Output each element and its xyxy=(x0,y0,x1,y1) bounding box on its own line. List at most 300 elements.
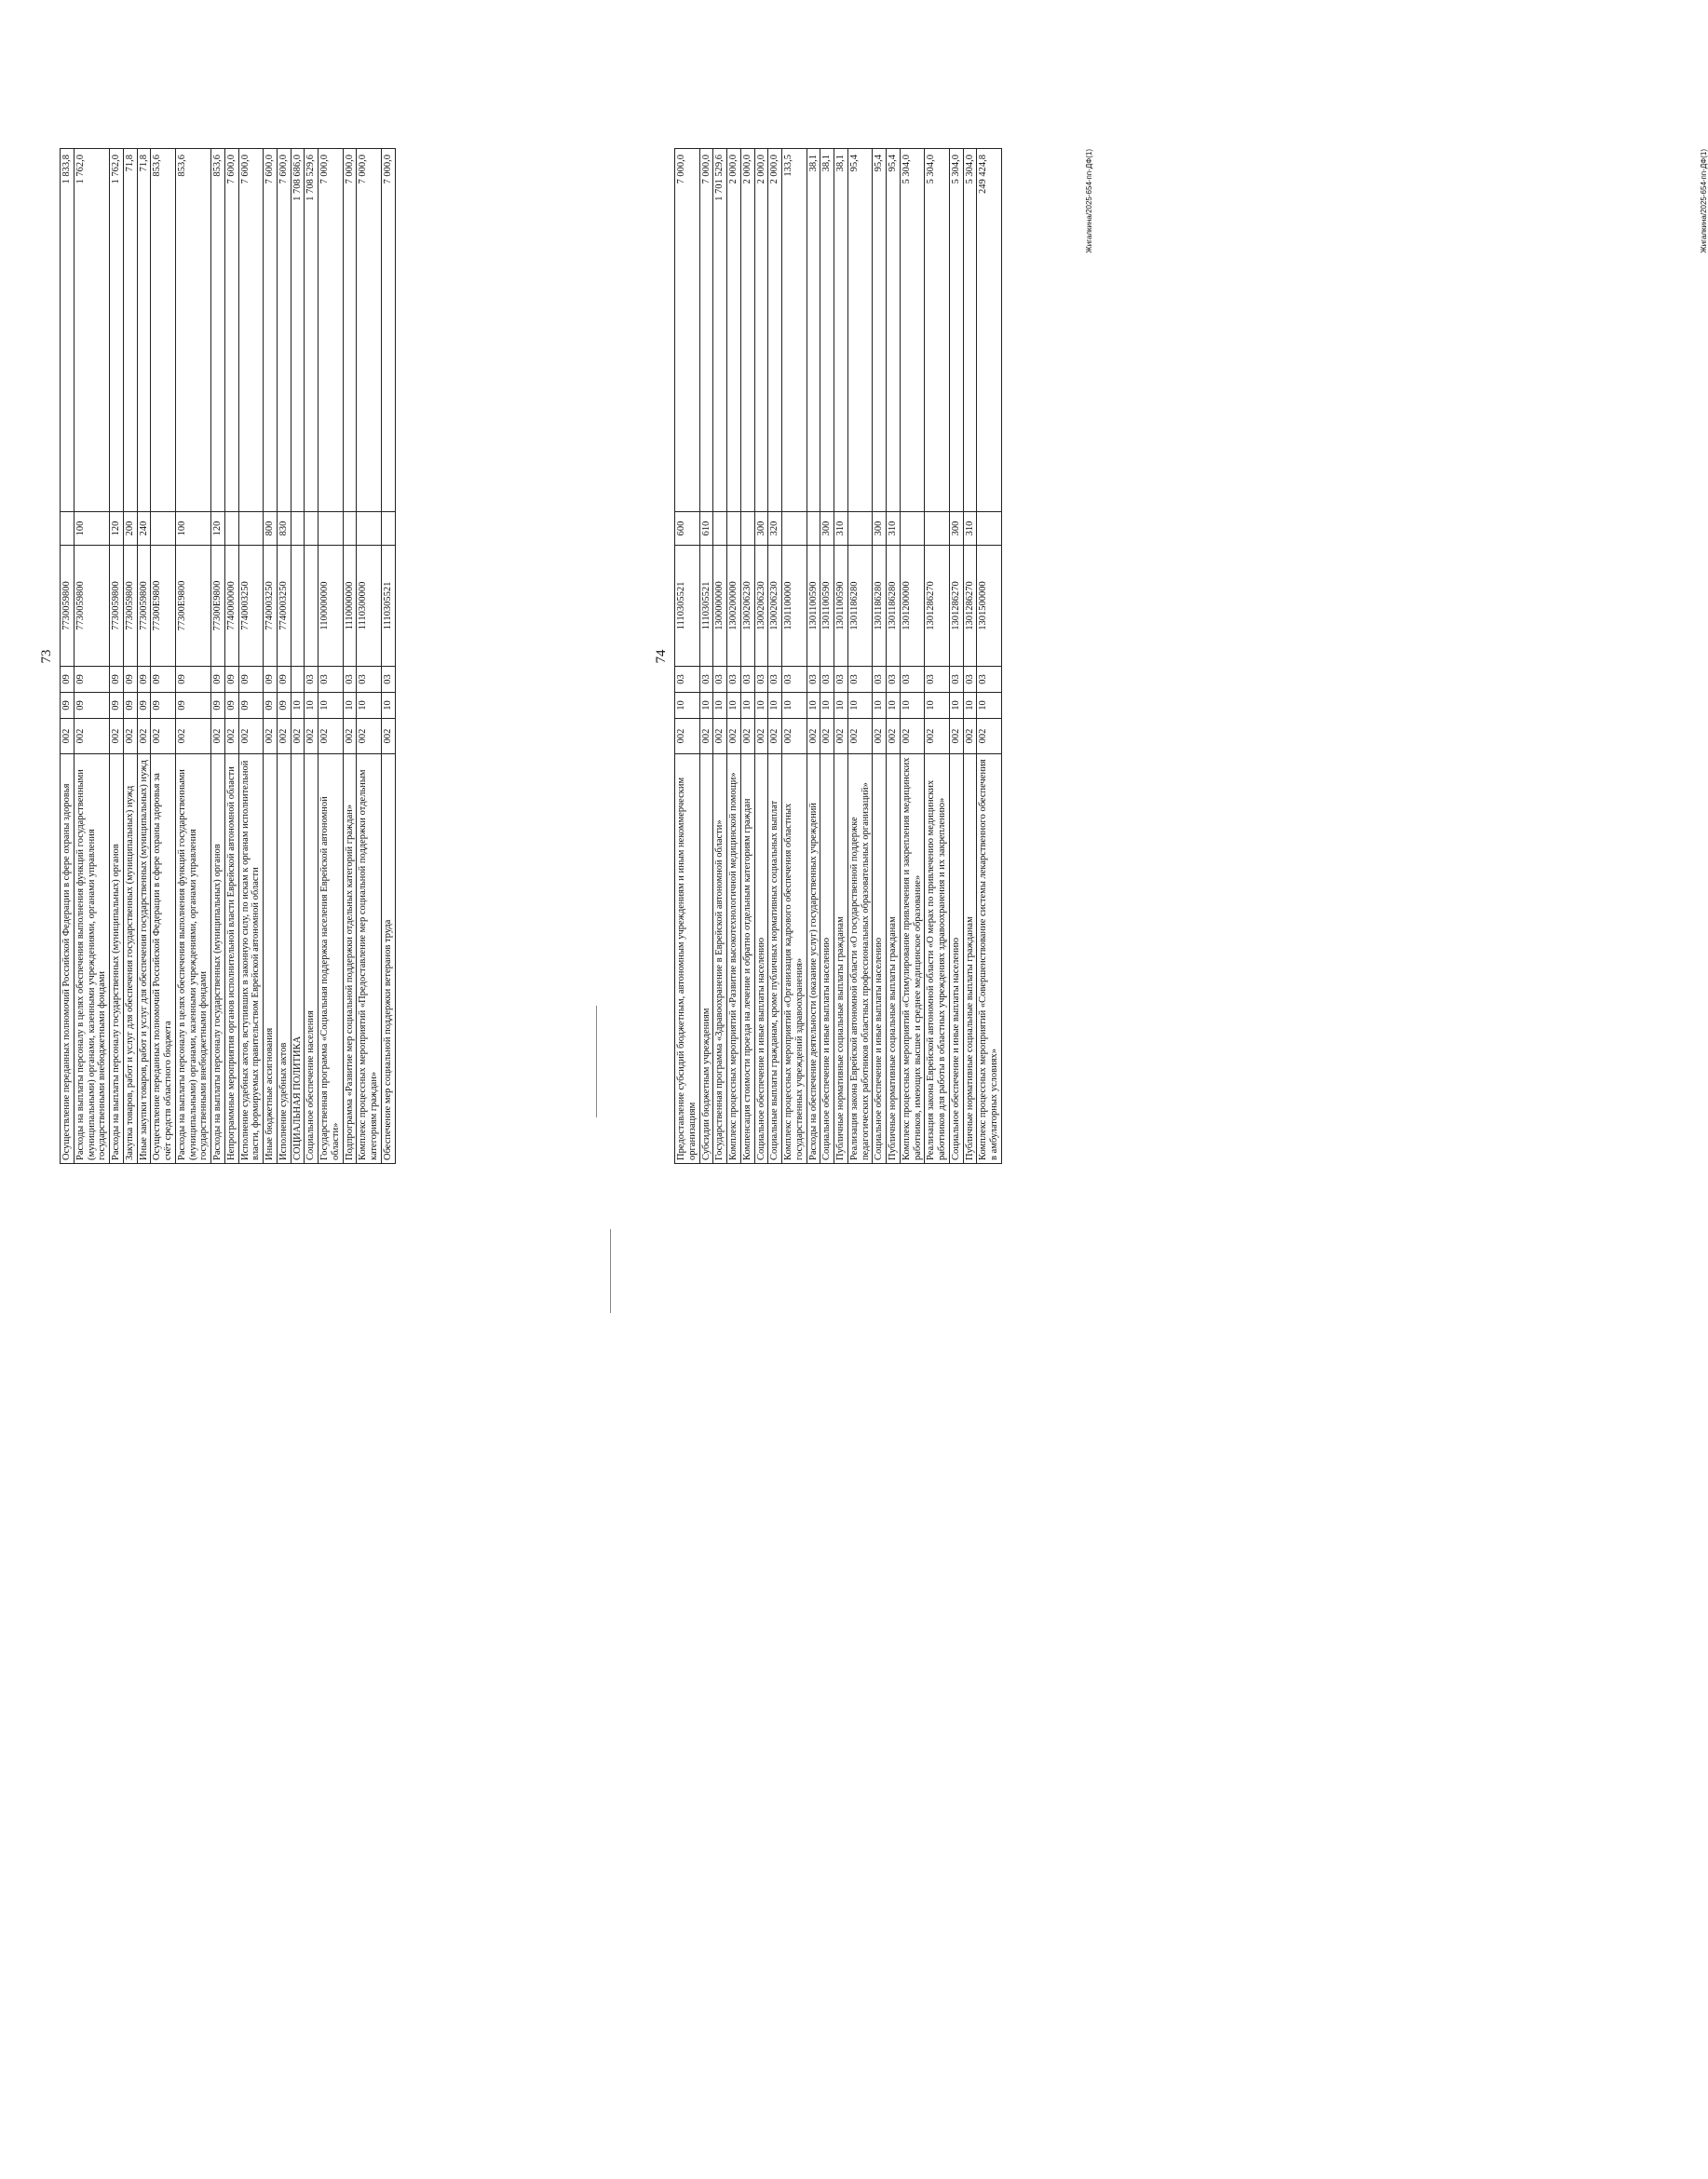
row-target-article-code: 7730059800 xyxy=(123,546,137,667)
row-admin-code: 002 xyxy=(151,719,176,754)
row-section-code: 10 xyxy=(949,693,963,719)
row-expense-type-code: 240 xyxy=(137,512,151,546)
row-name: Обеспечение мер социальной поддержки ветеранов труда xyxy=(381,754,395,1164)
table-row xyxy=(74,149,109,1164)
row-target-article-code: 7740000000 xyxy=(224,546,238,667)
row-section-code: 10 xyxy=(319,693,344,719)
row-expense-type-code xyxy=(740,512,754,546)
row-name: Закупка товаров, работ и услуг для обеспечения государственных (муниципальных) нужд xyxy=(123,754,137,1164)
row-subsection-code: 03 xyxy=(319,667,344,693)
row-admin-code: 002 xyxy=(291,719,305,754)
table-row xyxy=(357,149,382,1164)
row-expense-type-code xyxy=(727,512,741,546)
row-admin-code: 002 xyxy=(74,719,109,754)
row-amount: 71,8 xyxy=(123,149,137,512)
row-subsection-code: 09 xyxy=(224,667,238,693)
row-amount: 7 000,0 xyxy=(343,149,357,512)
row-name: Предоставление субсидий бюджетным, автономным учреждениям и иным некоммерческим организациям xyxy=(675,754,700,1164)
row-section-code: 09 xyxy=(175,693,210,719)
page-number: 74 xyxy=(654,649,669,664)
row-section-code: 10 xyxy=(977,693,1002,719)
row-name: Государственная программа «Здравоохранение в Еврейской автономной области» xyxy=(713,754,727,1164)
row-expense-type-code: 600 xyxy=(675,512,700,546)
row-subsection-code: 09 xyxy=(137,667,151,693)
row-amount: 7 000,0 xyxy=(381,149,395,512)
row-name: Расходы на обеспечение деятельности (оказание услуг) государственных учреждений xyxy=(807,754,820,1164)
row-section-code: 09 xyxy=(123,693,137,719)
row-expense-type-code xyxy=(319,512,344,546)
row-amount: 7 000,0 xyxy=(357,149,382,512)
row-name: Социальное обеспечение и иные выплаты населению xyxy=(873,754,887,1164)
table-row xyxy=(211,149,225,1164)
row-target-article-code: 1110305521 xyxy=(381,546,395,667)
row-amount: 95,4 xyxy=(847,149,873,512)
row-subsection-code: 03 xyxy=(900,667,925,693)
row-target-article-code: 1300206230 xyxy=(754,546,768,667)
row-amount: 7 600,0 xyxy=(264,149,278,512)
row-section-code: 09 xyxy=(110,693,124,719)
page-footer: Жигалкина/2025-654-пп-ДФ(1) xyxy=(1700,149,1708,253)
table-row xyxy=(319,149,344,1164)
table-row xyxy=(123,149,137,1164)
row-subsection-code: 03 xyxy=(949,667,963,693)
table-row xyxy=(949,149,963,1164)
row-expense-type-code: 120 xyxy=(211,512,225,546)
row-subsection-code: 03 xyxy=(820,667,834,693)
row-subsection-code: 09 xyxy=(74,667,109,693)
row-name: Государственная программа «Социальная поддержка населения Еврейской автономной области» xyxy=(319,754,344,1164)
budget-table-74 xyxy=(674,148,1002,1164)
row-expense-type-code xyxy=(925,512,950,546)
row-section-code: 09 xyxy=(277,693,291,719)
row-target-article-code: 1110305521 xyxy=(675,546,700,667)
row-expense-type-code xyxy=(151,512,176,546)
row-name: Расходы на выплаты персоналу государственных (муниципальных) органов xyxy=(211,754,225,1164)
row-section-code: 09 xyxy=(224,693,238,719)
fold-mark xyxy=(596,1006,597,1117)
fold-mark xyxy=(610,1229,611,1313)
row-admin-code: 002 xyxy=(782,719,807,754)
row-admin-code: 002 xyxy=(264,719,278,754)
row-name: Реализация закона Еврейской автономной области «О государственной поддержке педагогических работников областных профессиональных образовательных организаций» xyxy=(847,754,873,1164)
row-admin-code: 002 xyxy=(305,719,319,754)
row-admin-code: 002 xyxy=(61,719,75,754)
row-name: Подпрограмма «Развитие мер социальной поддержки отдельных категорий граждан» xyxy=(343,754,357,1164)
row-section-code: 10 xyxy=(699,693,713,719)
row-name: Социальное обеспечение и иные выплаты населению xyxy=(820,754,834,1164)
row-name: Публичные нормативные социальные выплаты гражданам xyxy=(887,754,901,1164)
row-expense-type-code xyxy=(61,512,75,546)
row-target-article-code: 1300206230 xyxy=(768,546,782,667)
row-expense-type-code: 300 xyxy=(754,512,768,546)
row-admin-code: 002 xyxy=(713,719,727,754)
row-subsection-code: 03 xyxy=(782,667,807,693)
page-74 xyxy=(652,149,1708,2179)
row-name: Комплекс процессных мероприятий «Совершенствование системы лекарственного обеспечения в амбулаторных условиях» xyxy=(977,754,1002,1164)
row-section-code: 10 xyxy=(834,693,848,719)
table-row xyxy=(977,149,1002,1164)
row-subsection-code: 03 xyxy=(847,667,873,693)
row-admin-code: 002 xyxy=(977,719,1002,754)
table-row xyxy=(61,149,75,1164)
row-expense-type-code: 200 xyxy=(123,512,137,546)
row-name: Исполнение судебных актов, вступивших в законную силу, по искам к органам исполнительной власти, формируемых правительством Еврейской автономной области xyxy=(238,754,264,1164)
row-section-code: 09 xyxy=(211,693,225,719)
row-amount: 133,5 xyxy=(782,149,807,512)
row-expense-type-code xyxy=(713,512,727,546)
row-section-code: 09 xyxy=(238,693,264,719)
row-subsection-code: 09 xyxy=(175,667,210,693)
row-subsection-code xyxy=(291,667,305,693)
row-admin-code: 002 xyxy=(357,719,382,754)
row-subsection-code: 09 xyxy=(211,667,225,693)
row-admin-code: 002 xyxy=(224,719,238,754)
row-target-article-code: 7730059800 xyxy=(110,546,124,667)
table-row xyxy=(151,149,176,1164)
row-amount: 5 304,0 xyxy=(925,149,950,512)
row-target-article-code: 1100000000 xyxy=(319,546,344,667)
row-subsection-code: 09 xyxy=(123,667,137,693)
row-subsection-code: 03 xyxy=(675,667,700,693)
row-admin-code: 002 xyxy=(277,719,291,754)
row-name: Исполнение судебных актов xyxy=(277,754,291,1164)
table-row xyxy=(277,149,291,1164)
row-expense-type-code xyxy=(224,512,238,546)
row-subsection-code: 03 xyxy=(727,667,741,693)
table-row xyxy=(768,149,782,1164)
row-subsection-code: 03 xyxy=(925,667,950,693)
table-row xyxy=(900,149,925,1164)
table-row xyxy=(264,149,278,1164)
row-admin-code: 002 xyxy=(319,719,344,754)
row-admin-code: 002 xyxy=(699,719,713,754)
row-target-article-code: 7730059800 xyxy=(137,546,151,667)
row-target-article-code: 7730059800 xyxy=(74,546,109,667)
row-admin-code: 002 xyxy=(123,719,137,754)
row-subsection-code: 09 xyxy=(61,667,75,693)
row-expense-type-code xyxy=(291,512,305,546)
row-admin-code: 002 xyxy=(381,719,395,754)
row-section-code: 10 xyxy=(768,693,782,719)
row-section-code: 09 xyxy=(137,693,151,719)
row-subsection-code: 03 xyxy=(887,667,901,693)
row-section-code: 10 xyxy=(727,693,741,719)
table-row xyxy=(305,149,319,1164)
row-target-article-code: 1110000000 xyxy=(343,546,357,667)
row-target-article-code: 1301500000 xyxy=(977,546,1002,667)
row-subsection-code: 03 xyxy=(977,667,1002,693)
row-expense-type-code: 300 xyxy=(873,512,887,546)
row-amount: 7 000,0 xyxy=(319,149,344,512)
table-row xyxy=(873,149,887,1164)
row-subsection-code: 09 xyxy=(238,667,264,693)
row-section-code: 10 xyxy=(343,693,357,719)
row-amount: 38,1 xyxy=(807,149,820,512)
row-amount: 5 304,0 xyxy=(900,149,925,512)
row-target-article-code: 1300200000 xyxy=(727,546,741,667)
row-target-article-code: 77300E9800 xyxy=(211,546,225,667)
row-amount: 249 424,8 xyxy=(977,149,1002,512)
row-name: Расходы на выплаты персоналу в целях обеспечения выполнения функций государственными (муниципальными) органами, казенными учреждениями, органами управления государственными внебюджетными фондами xyxy=(175,754,210,1164)
row-amount: 1 762,0 xyxy=(110,149,124,512)
row-section-code: 10 xyxy=(887,693,901,719)
table-row xyxy=(675,149,700,1164)
row-admin-code: 002 xyxy=(175,719,210,754)
row-amount: 71,8 xyxy=(137,149,151,512)
table-row xyxy=(291,149,305,1164)
row-expense-type-code xyxy=(782,512,807,546)
page-number: 73 xyxy=(39,649,54,664)
row-subsection-code: 09 xyxy=(110,667,124,693)
row-subsection-code: 03 xyxy=(768,667,782,693)
row-section-code: 10 xyxy=(807,693,820,719)
row-name: Комплекс процессных мероприятий «Развитие высокотехнологичной медицинской помощи» xyxy=(727,754,741,1164)
row-section-code: 09 xyxy=(61,693,75,719)
row-target-article-code: 7740003250 xyxy=(264,546,278,667)
row-admin-code: 002 xyxy=(675,719,700,754)
row-name: Иные закупки товаров, работ и услуг для обеспечения государственных (муниципальных) нужд xyxy=(137,754,151,1164)
row-target-article-code: 77300E9800 xyxy=(151,546,176,667)
row-admin-code: 002 xyxy=(925,719,950,754)
row-name: Субсидии бюджетным учреждениям xyxy=(699,754,713,1164)
row-admin-code: 002 xyxy=(963,719,977,754)
row-amount: 2 000,0 xyxy=(727,149,741,512)
row-target-article-code: 1301186280 xyxy=(887,546,901,667)
row-target-article-code: 7740003250 xyxy=(238,546,264,667)
table-row xyxy=(699,149,713,1164)
row-expense-type-code: 100 xyxy=(74,512,109,546)
row-amount: 7 600,0 xyxy=(224,149,238,512)
row-expense-type-code xyxy=(343,512,357,546)
row-amount: 2 000,0 xyxy=(740,149,754,512)
row-amount: 38,1 xyxy=(820,149,834,512)
row-target-article-code xyxy=(291,546,305,667)
row-amount: 1 701 529,6 xyxy=(713,149,727,512)
row-expense-type-code: 300 xyxy=(820,512,834,546)
row-admin-code: 002 xyxy=(727,719,741,754)
row-amount: 7 000,0 xyxy=(699,149,713,512)
row-target-article-code: 7740003250 xyxy=(277,546,291,667)
row-expense-type-code: 310 xyxy=(963,512,977,546)
row-section-code: 10 xyxy=(754,693,768,719)
row-amount: 853,6 xyxy=(175,149,210,512)
row-section-code: 10 xyxy=(900,693,925,719)
row-amount: 7 600,0 xyxy=(238,149,264,512)
row-admin-code: 002 xyxy=(740,719,754,754)
row-expense-type-code xyxy=(900,512,925,546)
row-expense-type-code xyxy=(238,512,264,546)
row-subsection-code: 09 xyxy=(277,667,291,693)
row-section-code: 10 xyxy=(305,693,319,719)
table-row xyxy=(137,149,151,1164)
row-admin-code: 002 xyxy=(820,719,834,754)
row-name: Компенсация стоимости проезда на лечение и обратно отдельным категориям граждан xyxy=(740,754,754,1164)
table-row xyxy=(754,149,768,1164)
row-amount: 1 708 529,6 xyxy=(305,149,319,512)
row-expense-type-code: 800 xyxy=(264,512,278,546)
row-target-article-code: 1110305521 xyxy=(699,546,713,667)
row-expense-type-code xyxy=(357,512,382,546)
row-target-article-code xyxy=(305,546,319,667)
row-amount: 5 304,0 xyxy=(949,149,963,512)
row-admin-code: 002 xyxy=(807,719,820,754)
row-subsection-code: 03 xyxy=(754,667,768,693)
row-subsection-code: 03 xyxy=(699,667,713,693)
row-admin-code: 002 xyxy=(834,719,848,754)
row-section-code: 09 xyxy=(151,693,176,719)
row-admin-code: 002 xyxy=(238,719,264,754)
row-name: Социальное обеспечение населения xyxy=(305,754,319,1164)
row-section-code: 10 xyxy=(357,693,382,719)
row-section-code: 10 xyxy=(925,693,950,719)
row-subsection-code: 03 xyxy=(740,667,754,693)
row-amount: 95,4 xyxy=(873,149,887,512)
row-target-article-code: 1300000000 xyxy=(713,546,727,667)
row-amount: 95,4 xyxy=(887,149,901,512)
row-amount: 1 833,8 xyxy=(61,149,75,512)
table-row xyxy=(713,149,727,1164)
row-subsection-code: 03 xyxy=(873,667,887,693)
page-74-content xyxy=(652,149,1708,1164)
table-row xyxy=(238,149,264,1164)
row-admin-code: 002 xyxy=(847,719,873,754)
row-amount: 38,1 xyxy=(834,149,848,512)
table-row xyxy=(963,149,977,1164)
row-name: Расходы на выплаты персоналу государственных (муниципальных) органов xyxy=(110,754,124,1164)
page-footer: Жигалкина/2025-654-пп-ДФ(1) xyxy=(1085,149,1093,253)
row-target-article-code: 1301100590 xyxy=(834,546,848,667)
row-subsection-code: 03 xyxy=(357,667,382,693)
row-admin-code: 002 xyxy=(754,719,768,754)
row-subsection-code: 03 xyxy=(963,667,977,693)
row-target-article-code: 1301200000 xyxy=(900,546,925,667)
row-subsection-code: 03 xyxy=(381,667,395,693)
table-row xyxy=(820,149,834,1164)
row-expense-type-code xyxy=(305,512,319,546)
row-expense-type-code xyxy=(977,512,1002,546)
row-admin-code: 002 xyxy=(768,719,782,754)
row-subsection-code: 03 xyxy=(807,667,820,693)
row-name: Публичные нормативные социальные выплаты гражданам xyxy=(963,754,977,1164)
row-target-article-code: 77300E9800 xyxy=(175,546,210,667)
table-row xyxy=(110,149,124,1164)
table-row xyxy=(807,149,820,1164)
row-admin-code: 002 xyxy=(137,719,151,754)
row-amount: 1 708 686,0 xyxy=(291,149,305,512)
budget-table-73 xyxy=(60,148,396,1164)
row-section-code: 10 xyxy=(381,693,395,719)
table-row xyxy=(381,149,395,1164)
row-name: Социальные выплаты гражданам, кроме публичных нормативных социальных выплат xyxy=(768,754,782,1164)
row-expense-type-code: 310 xyxy=(887,512,901,546)
table-row xyxy=(887,149,901,1164)
row-name: Осуществление переданных полномочий Российской Федерации в сфере охраны здоровья за счёт средств областного бюджета xyxy=(151,754,176,1164)
row-expense-type-code xyxy=(807,512,820,546)
row-amount: 2 000,0 xyxy=(768,149,782,512)
row-name: Расходы на выплаты персоналу в целях обеспечения выполнения функций государственными (муниципальными) органами, казенными учреждениями, органами управления государственными внебюджетными фондами xyxy=(74,754,109,1164)
row-section-code: 10 xyxy=(963,693,977,719)
table-row xyxy=(925,149,950,1164)
row-subsection-code: 03 xyxy=(713,667,727,693)
table-row xyxy=(224,149,238,1164)
row-expense-type-code xyxy=(381,512,395,546)
row-name: СОЦИАЛЬНАЯ ПОЛИТИКА xyxy=(291,754,305,1164)
row-amount: 7 000,0 xyxy=(675,149,700,512)
table-row xyxy=(727,149,741,1164)
row-section-code: 10 xyxy=(873,693,887,719)
row-section-code: 09 xyxy=(264,693,278,719)
row-name: Социальное обеспечение и иные выплаты населению xyxy=(754,754,768,1164)
row-amount: 853,6 xyxy=(151,149,176,512)
row-subsection-code: 03 xyxy=(343,667,357,693)
row-section-code: 10 xyxy=(820,693,834,719)
row-section-code: 10 xyxy=(740,693,754,719)
row-target-article-code: 1301286270 xyxy=(925,546,950,667)
row-name: Комплекс процессных мероприятий «Предоставление мер социальной поддержки отдельным категориям граждан» xyxy=(357,754,382,1164)
row-section-code: 09 xyxy=(74,693,109,719)
row-target-article-code: 1301286270 xyxy=(949,546,963,667)
table-row xyxy=(343,149,357,1164)
row-admin-code: 002 xyxy=(211,719,225,754)
table-row xyxy=(740,149,754,1164)
table-row xyxy=(782,149,807,1164)
row-expense-type-code: 310 xyxy=(834,512,848,546)
row-section-code: 10 xyxy=(847,693,873,719)
row-admin-code: 002 xyxy=(949,719,963,754)
row-name: Социальное обеспечение и иные выплаты населению xyxy=(949,754,963,1164)
row-amount: 853,6 xyxy=(211,149,225,512)
row-subsection-code: 03 xyxy=(305,667,319,693)
row-target-article-code: 1301100000 xyxy=(782,546,807,667)
row-name: Реализация закона Еврейской автономной области «О мерах по привлечению медицинских работников для работы в областных учреждениях здравоохранения и их закреплению» xyxy=(925,754,950,1164)
row-name: Публичные нормативные социальные выплаты гражданам xyxy=(834,754,848,1164)
row-target-article-code: 1301186280 xyxy=(873,546,887,667)
row-subsection-code: 09 xyxy=(264,667,278,693)
row-expense-type-code xyxy=(847,512,873,546)
row-target-article-code: 1301286270 xyxy=(963,546,977,667)
table-row xyxy=(834,149,848,1164)
row-target-article-code: 1301100590 xyxy=(807,546,820,667)
row-expense-type-code: 100 xyxy=(175,512,210,546)
row-target-article-code: 1110300000 xyxy=(357,546,382,667)
row-expense-type-code: 320 xyxy=(768,512,782,546)
row-name: Непрограммные мероприятия органов исполнительной власти Еврейской автономной области xyxy=(224,754,238,1164)
row-target-article-code: 7730059800 xyxy=(61,546,75,667)
row-name: Иные бюджетные ассигнования xyxy=(264,754,278,1164)
row-admin-code: 002 xyxy=(343,719,357,754)
row-target-article-code: 1300206230 xyxy=(740,546,754,667)
row-admin-code: 002 xyxy=(887,719,901,754)
row-expense-type-code: 300 xyxy=(949,512,963,546)
row-expense-type-code: 610 xyxy=(699,512,713,546)
row-expense-type-code: 120 xyxy=(110,512,124,546)
row-section-code: 10 xyxy=(675,693,700,719)
row-target-article-code: 1301186280 xyxy=(847,546,873,667)
row-expense-type-code: 830 xyxy=(277,512,291,546)
row-subsection-code: 03 xyxy=(834,667,848,693)
row-name: Комплекс процессных мероприятий «Стимулирование привлечения и закрепления медицинских работников, имеющих высшее и среднее медицинское образование» xyxy=(900,754,925,1164)
row-amount: 5 304,0 xyxy=(963,149,977,512)
row-subsection-code: 09 xyxy=(151,667,176,693)
row-admin-code: 002 xyxy=(873,719,887,754)
row-amount: 2 000,0 xyxy=(754,149,768,512)
row-amount: 7 600,0 xyxy=(277,149,291,512)
row-amount: 1 762,0 xyxy=(74,149,109,512)
row-name: Комплекс процессных мероприятий «Организация кадрового обеспечения областных государственных учреждений здравоохранения» xyxy=(782,754,807,1164)
row-admin-code: 002 xyxy=(110,719,124,754)
table-row xyxy=(847,149,873,1164)
row-section-code: 10 xyxy=(713,693,727,719)
